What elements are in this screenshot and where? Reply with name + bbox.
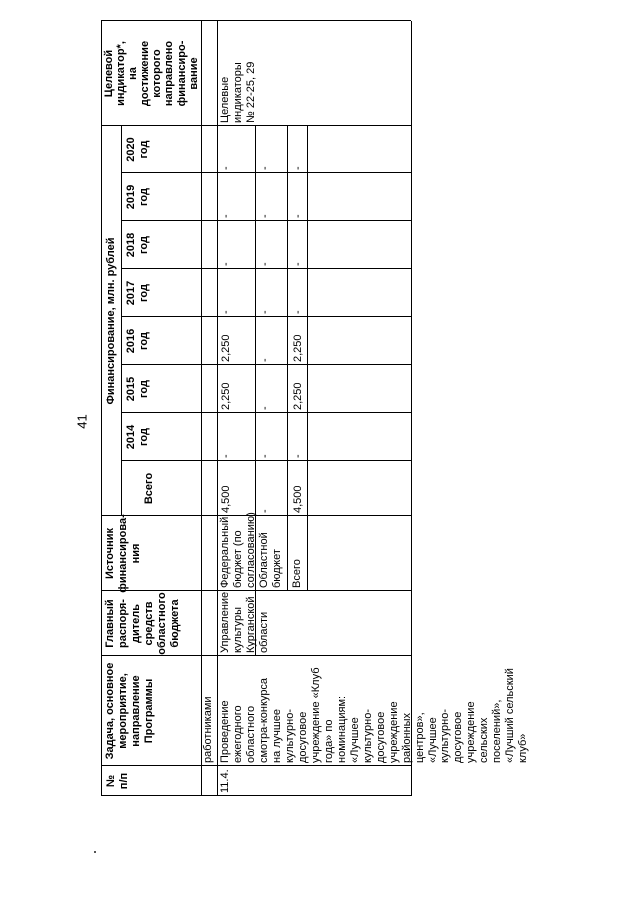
row-federal-2017: -	[220, 310, 232, 314]
row-federal-2016: 2,250	[220, 334, 232, 362]
row-total-2020: -	[292, 166, 304, 170]
row-federal-2020: -	[220, 166, 232, 170]
header-2019: 2019 год	[125, 184, 150, 210]
header-funding: Финансирование, млн. рублей	[104, 237, 117, 405]
prev-row-task: работниками	[202, 696, 214, 763]
row-regional-2016: -	[259, 358, 271, 362]
header-total: Всего	[143, 472, 155, 505]
header-2020: 2020 год	[125, 137, 150, 162]
row-total-2019: -	[292, 214, 304, 218]
header-2016: 2016 год	[125, 328, 150, 354]
row-total-total: 4,500	[292, 485, 304, 513]
header-2015: 2015 год	[125, 376, 150, 402]
header-num: № п/п	[105, 772, 130, 790]
row-regional-2019: -	[259, 214, 271, 218]
row-federal-2015: 2,250	[220, 382, 232, 410]
item-task: Проведение ежегодного областного смотра-конкурса на лучшее культурно- досуговое учреждение «Клуб года» по номинациям: «Лучшее культурно- досуговое учреждение районных центров», «Лучшее культурно- досуговое учреждение сельских поселений», «Лучший сельский клуб»	[219, 667, 530, 763]
row-federal-2018: -	[220, 262, 232, 266]
item-manager: Управление культуры Курганской области	[219, 591, 270, 653]
scan-speck	[94, 851, 96, 853]
header-task: Задача, основное мероприятие, направление Программы	[104, 662, 155, 760]
row-regional-source: Областной бюджет	[258, 532, 283, 588]
item-num: 11.4.	[219, 769, 231, 793]
row-regional-2018: -	[259, 262, 271, 266]
row-total-2015: 2,250	[292, 382, 304, 410]
header-2018: 2018 год	[125, 232, 150, 258]
row-federal-2014: -	[220, 454, 232, 458]
row-total-2017: -	[292, 310, 304, 314]
header-target: Целевой индикатор*, на достижение которого направлено финансиро- вание	[103, 40, 200, 107]
item-target: Целевые индикаторы № 22-25, 29	[219, 61, 257, 123]
header-manager: Главный распоря- дитель средств областного бюджета	[104, 592, 181, 655]
header-2017: 2017 год	[125, 280, 150, 306]
header-source: Источник финансирова- ния	[104, 514, 142, 593]
rule-item-row2	[287, 126, 288, 591]
row-total-source: Всего	[291, 559, 303, 588]
row-regional-2017: -	[259, 310, 271, 314]
row-regional-total: -	[259, 509, 271, 513]
row-total-2014: -	[292, 454, 304, 458]
row-regional-2020: -	[259, 166, 271, 170]
rule-bottom	[411, 21, 412, 796]
row-federal-source: Федеральный бюджет (по согласованию)	[219, 512, 257, 588]
row-total-2018: -	[292, 262, 304, 266]
row-regional-2015: -	[259, 406, 271, 410]
row-federal-2019: -	[220, 214, 232, 218]
row-federal-total: 4,500	[220, 485, 232, 513]
row-total-2016: 2,250	[292, 334, 304, 362]
page-number: 41	[74, 414, 90, 429]
row-regional-2014: -	[259, 454, 271, 458]
header-2014: 2014 год	[125, 424, 150, 450]
funding-table	[101, 21, 530, 796]
